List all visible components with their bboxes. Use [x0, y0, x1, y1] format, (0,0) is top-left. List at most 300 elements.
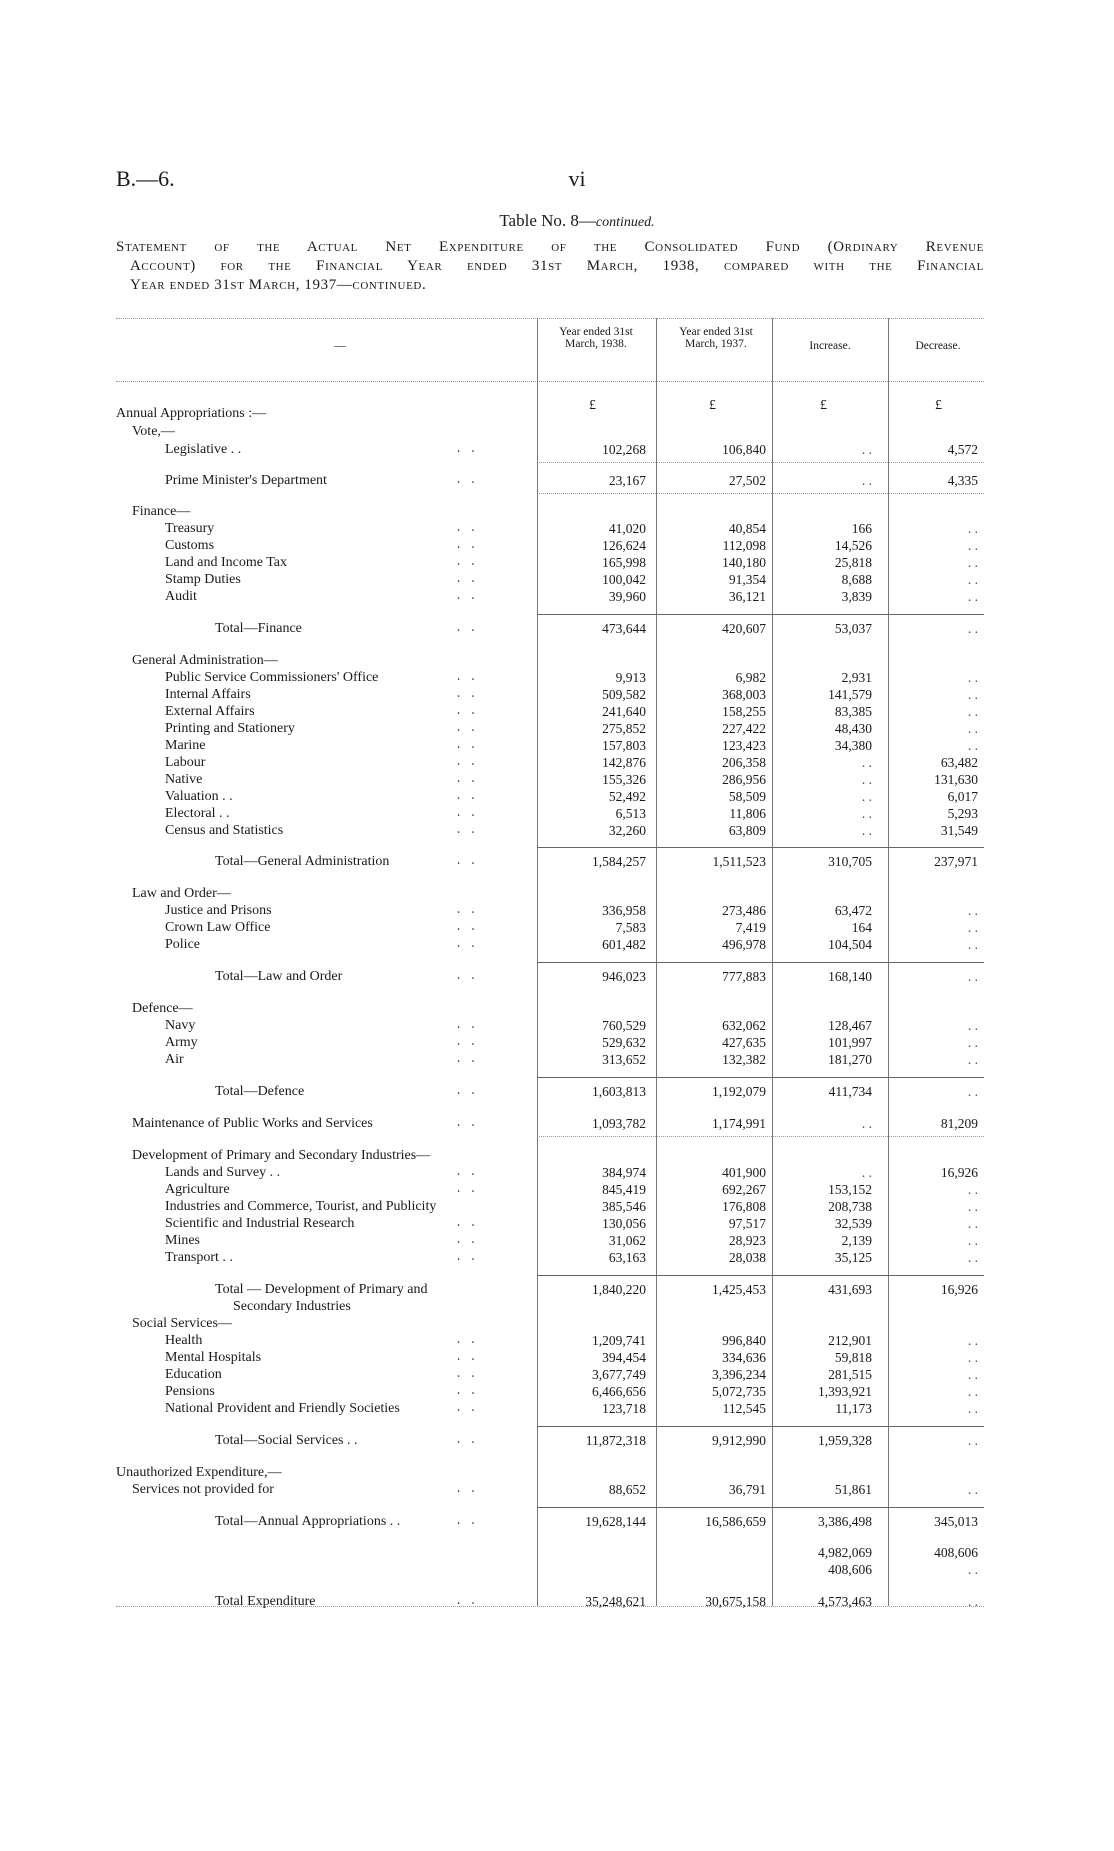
value-decrease: . .: [967, 1216, 978, 1231]
page-reference: B.—6.: [116, 166, 175, 191]
row-label: Printing and Stationery: [165, 721, 295, 736]
value-1938: 9,913: [615, 670, 646, 685]
value-decrease: . .: [967, 1035, 978, 1050]
value-decrease: . .: [967, 1350, 978, 1365]
value-1938: 157,803: [602, 738, 646, 753]
value-1937: 36,121: [728, 589, 766, 604]
value-increase: 141,579: [828, 687, 872, 702]
value-increase: 8,688: [841, 572, 872, 587]
value-1937: 30,675,158: [705, 1594, 766, 1609]
value-1937: 16,586,659: [705, 1514, 766, 1529]
row-label: Police: [165, 937, 200, 952]
leader-dots: . .: [455, 854, 477, 868]
value-1937: 36,791: [728, 1482, 766, 1497]
value-1937: 632,062: [722, 1018, 766, 1033]
value-1937: 40,854: [728, 521, 766, 536]
table-row: [0, 919, 1114, 936]
value-1937: 3,396,234: [712, 1367, 766, 1382]
table-row: [0, 1281, 1114, 1298]
value-increase: 208,738: [828, 1199, 872, 1214]
value-1938: 3,677,749: [592, 1367, 646, 1382]
value-decrease: . .: [967, 1250, 978, 1265]
row-label: Army: [165, 1035, 198, 1050]
value-1938: 946,023: [602, 969, 646, 984]
row-label: Lands and Survey . .: [165, 1165, 281, 1180]
value-increase: 3,839: [841, 589, 872, 604]
table-row: [0, 771, 1114, 788]
value-increase: 310,705: [828, 854, 872, 869]
table-row: [0, 520, 1114, 537]
table-row: [0, 737, 1114, 754]
value-increase: 59,818: [834, 1350, 872, 1365]
value-increase: . .: [861, 755, 872, 770]
row-label: Mines: [165, 1233, 200, 1248]
row-label: Electoral . .: [165, 806, 230, 821]
value-decrease: . .: [967, 1018, 978, 1033]
value-decrease: 16,926: [940, 1165, 978, 1180]
row-label: General Administration—: [132, 653, 278, 668]
value-1937: 97,517: [728, 1216, 766, 1231]
value-decrease: . .: [967, 1433, 978, 1448]
value-1937: 7,419: [735, 920, 766, 935]
value-1938: 509,582: [602, 687, 646, 702]
table-row: [0, 1481, 1114, 1498]
value-increase: 63,472: [834, 903, 872, 918]
value-1937: 227,422: [722, 721, 766, 736]
value-increase: 168,140: [828, 969, 872, 984]
row-label: Health: [165, 1333, 203, 1348]
heading-line-1: Statement of the Actual Net Expenditure of the Consolidated Fund (Ordinary Revenue: [116, 239, 984, 255]
leader-dots: . .: [455, 1018, 477, 1032]
value-1937: 11,806: [729, 806, 766, 821]
value-1937: 91,354: [728, 572, 766, 587]
table-row: [0, 1432, 1114, 1449]
row-label: Scientific and Industrial Research: [165, 1216, 355, 1231]
value-decrease: 31,549: [940, 823, 978, 838]
table-row: [0, 853, 1114, 870]
row-label: Mental Hospitals: [165, 1350, 262, 1365]
value-increase: 281,515: [828, 1367, 872, 1382]
table-row: [0, 472, 1114, 489]
value-1938: 41,020: [608, 521, 646, 536]
value-decrease: 5,293: [947, 806, 978, 821]
table-row: [0, 405, 1114, 422]
leader-dots: . .: [455, 1384, 477, 1398]
value-decrease: 345,013: [934, 1514, 978, 1529]
row-label: Valuation . .: [165, 789, 233, 804]
leader-dots: . .: [455, 442, 477, 456]
value-decrease: . .: [967, 1594, 978, 1609]
row-label: Total—Law and Order: [215, 969, 343, 984]
value-1937: 106,840: [722, 442, 766, 457]
table-row: [0, 788, 1114, 805]
value-1937: 427,635: [722, 1035, 766, 1050]
value-1938: 35,248,621: [585, 1594, 646, 1609]
leader-dots: . .: [455, 1482, 477, 1496]
leader-dots: . .: [455, 789, 477, 803]
table-row: [0, 968, 1114, 985]
leader-dots: . .: [455, 1594, 477, 1608]
row-label: Public Service Commissioners' Office: [165, 670, 379, 685]
value-1937: 334,636: [722, 1350, 766, 1365]
value-decrease: . .: [967, 1233, 978, 1248]
value-decrease: 4,335: [947, 473, 978, 488]
value-1938: 19,628,144: [585, 1514, 646, 1529]
value-decrease: . .: [967, 1401, 978, 1416]
value-increase: . .: [861, 1116, 872, 1131]
value-increase: . .: [861, 772, 872, 787]
value-1938: 11,872,318: [585, 1433, 646, 1448]
value-increase: . .: [861, 806, 872, 821]
leader-dots: . .: [455, 1433, 477, 1447]
value-decrease: . .: [967, 937, 978, 952]
table-row: [0, 1051, 1114, 1068]
row-label: Secondary Industries: [233, 1299, 351, 1314]
row-label: Prime Minister's Department: [165, 473, 327, 488]
value-increase: 34,380: [834, 738, 872, 753]
value-decrease: . .: [967, 1199, 978, 1214]
value-increase: 25,818: [834, 555, 872, 570]
table-row: [0, 571, 1114, 588]
value-decrease: . .: [967, 589, 978, 604]
value-1938: 473,644: [602, 621, 646, 636]
column-header-decrease: Decrease.: [915, 340, 961, 352]
value-1937: 112,545: [722, 1401, 766, 1416]
row-label: Customs: [165, 538, 215, 553]
value-increase: 164: [851, 920, 872, 935]
value-1937: 5,072,735: [712, 1384, 766, 1399]
value-increase: 212,901: [828, 1333, 872, 1348]
leader-dots: . .: [455, 687, 477, 701]
value-1938: 601,482: [602, 937, 646, 952]
row-label: Census and Statistics: [165, 823, 284, 838]
value-1938: 760,529: [602, 1018, 646, 1033]
value-increase: 104,504: [828, 937, 872, 952]
value-increase: 11,173: [835, 1401, 872, 1416]
value-1938: 31,062: [608, 1233, 646, 1248]
value-decrease: . .: [967, 1052, 978, 1067]
value-1938: 394,454: [602, 1350, 646, 1365]
value-decrease: 16,926: [940, 1282, 978, 1297]
heading-line-3: Year ended 31st March, 1937—continued.: [130, 277, 427, 293]
value-1937: 368,003: [722, 687, 766, 702]
row-label: Air: [165, 1052, 184, 1067]
row-label: Development of Primary and Secondary Industries—: [132, 1148, 431, 1163]
heading-line-2: Account) for the Financial Year ended 31st March, 1938, compared with the Financial: [130, 258, 984, 274]
leader-dots: . .: [455, 589, 477, 603]
currency-symbol: £: [589, 398, 596, 413]
value-increase: 48,430: [834, 721, 872, 736]
value-decrease: . .: [967, 621, 978, 636]
row-label: Total—Defence: [215, 1084, 305, 1099]
row-label: Defence—: [132, 1001, 193, 1016]
row-label: Navy: [165, 1018, 196, 1033]
value-1937: 401,900: [722, 1165, 766, 1180]
value-increase: 1,393,921: [818, 1384, 872, 1399]
value-1937: 286,956: [722, 772, 766, 787]
row-label: Services not provided for: [132, 1482, 274, 1497]
value-decrease: . .: [967, 903, 978, 918]
row-label: Land and Income Tax: [165, 555, 287, 570]
table-row: [0, 703, 1114, 720]
value-1938: 1,603,813: [592, 1084, 646, 1099]
value-1938: 313,652: [602, 1052, 646, 1067]
value-increase: 32,539: [834, 1216, 872, 1231]
leader-dots: . .: [455, 969, 477, 983]
value-1938: 63,163: [608, 1250, 646, 1265]
value-increase: . .: [861, 442, 872, 457]
value-1937: 27,502: [728, 473, 766, 488]
value-increase: 166: [851, 521, 872, 536]
leader-dots: . .: [455, 555, 477, 569]
table-row: [0, 936, 1114, 953]
value-1938: 142,876: [602, 755, 646, 770]
value-increase: 431,693: [828, 1282, 872, 1297]
value-increase: 4,982,069: [818, 1545, 872, 1560]
row-label: Total — Development of Primary and: [215, 1282, 428, 1297]
table-title-suffix: continued.: [595, 215, 655, 230]
value-1937: 63,809: [728, 823, 766, 838]
value-decrease: 131,630: [934, 772, 978, 787]
row-label: Law and Order—: [132, 886, 231, 901]
value-decrease: . .: [967, 738, 978, 753]
total-rule: [537, 962, 984, 963]
leader-dots: . .: [455, 572, 477, 586]
value-1938: 1,840,220: [592, 1282, 646, 1297]
value-1938: 165,998: [602, 555, 646, 570]
value-1937: 112,098: [722, 538, 766, 553]
value-1938: 529,632: [602, 1035, 646, 1050]
value-1937: 206,358: [722, 755, 766, 770]
value-increase: 101,997: [828, 1035, 872, 1050]
column-header-1938: Year ended 31st March, 1938.: [559, 326, 633, 350]
table-row: [0, 1464, 1114, 1481]
table-row: [0, 1215, 1114, 1232]
row-label: Industries and Commerce, Tourist, and Publicity: [165, 1199, 437, 1214]
statement-heading: [116, 238, 984, 295]
row-label: Agriculture: [165, 1182, 230, 1197]
value-1938: 123,718: [602, 1401, 646, 1416]
value-decrease: . .: [967, 1482, 978, 1497]
table-row: [0, 1249, 1114, 1266]
row-label: Annual Appropriations :—: [116, 406, 267, 421]
table-row: [0, 1349, 1114, 1366]
value-decrease: . .: [967, 1367, 978, 1382]
value-decrease: 4,572: [947, 442, 978, 457]
value-decrease: 63,482: [940, 755, 978, 770]
value-1938: 241,640: [602, 704, 646, 719]
leader-dots: . .: [455, 903, 477, 917]
value-1938: 275,852: [602, 721, 646, 736]
row-label: Transport . .: [165, 1250, 233, 1265]
value-increase: 4,573,463: [818, 1594, 872, 1609]
table-row: [0, 686, 1114, 703]
table-row: [0, 1181, 1114, 1198]
page-number: vi: [568, 166, 586, 191]
total-rule: [537, 1275, 984, 1276]
value-1937: 1,174,991: [712, 1116, 766, 1131]
row-label: Maintenance of Public Works and Services: [132, 1116, 373, 1131]
table-row: [0, 805, 1114, 822]
table-title-text: Table No. 8—: [499, 211, 596, 230]
leader-dots: . .: [455, 1233, 477, 1247]
table-row: [0, 1164, 1114, 1181]
header-top-rule: [116, 318, 984, 319]
table-row: [0, 720, 1114, 737]
value-1937: 1,425,453: [712, 1282, 766, 1297]
value-1937: 496,978: [722, 937, 766, 952]
value-decrease: . .: [967, 1333, 978, 1348]
value-1937: 420,607: [722, 621, 766, 636]
value-1937: 996,840: [722, 1333, 766, 1348]
value-decrease: . .: [967, 670, 978, 685]
value-decrease: . .: [967, 1182, 978, 1197]
value-increase: 3,386,498: [818, 1514, 872, 1529]
table-row: [0, 1000, 1114, 1017]
leader-dots: . .: [455, 1350, 477, 1364]
value-decrease: 408,606: [934, 1545, 978, 1560]
value-increase: 2,139: [841, 1233, 872, 1248]
leader-dots: . .: [455, 755, 477, 769]
leader-dots: . .: [455, 721, 477, 735]
value-1938: 102,268: [602, 442, 646, 457]
row-rule: [537, 1136, 984, 1137]
leader-dots: . .: [455, 823, 477, 837]
row-label: Education: [165, 1367, 222, 1382]
value-1937: 1,192,079: [712, 1084, 766, 1099]
value-decrease: . .: [967, 1562, 978, 1577]
value-1937: 28,923: [728, 1233, 766, 1248]
leader-dots: . .: [455, 1182, 477, 1196]
table-row: [0, 1332, 1114, 1349]
row-label: Total—Annual Appropriations . .: [215, 1514, 401, 1529]
value-1938: 130,056: [602, 1216, 646, 1231]
leader-dots: . .: [455, 1084, 477, 1098]
value-1938: 6,466,656: [592, 1384, 646, 1399]
row-label: Finance—: [132, 504, 191, 519]
total-rule: [537, 1426, 984, 1427]
value-1937: 123,423: [722, 738, 766, 753]
leader-dots: . .: [455, 704, 477, 718]
leader-dots: . .: [455, 1035, 477, 1049]
value-decrease: 81,209: [940, 1116, 978, 1131]
table-row: [0, 1298, 1114, 1315]
table-row: [0, 1232, 1114, 1249]
value-1938: 1,209,741: [592, 1333, 646, 1348]
table-row: [0, 902, 1114, 919]
value-1938: 32,260: [608, 823, 646, 838]
value-decrease: . .: [967, 1084, 978, 1099]
table-row: [0, 1561, 1114, 1578]
value-decrease: . .: [967, 687, 978, 702]
leader-dots: . .: [455, 1333, 477, 1347]
leader-dots: . .: [455, 920, 477, 934]
value-1938: 39,960: [608, 589, 646, 604]
value-1938: 7,583: [615, 920, 646, 935]
value-decrease: 6,017: [947, 789, 978, 804]
value-increase: 14,526: [834, 538, 872, 553]
table-row: [0, 537, 1114, 554]
row-label: Audit: [165, 589, 197, 604]
row-label: Vote,—: [132, 424, 175, 439]
row-rule: [537, 493, 984, 494]
leader-dots: . .: [455, 538, 477, 552]
table-row: [0, 423, 1114, 440]
row-label: Marine: [165, 738, 206, 753]
value-1937: 158,255: [722, 704, 766, 719]
leader-dots: . .: [455, 670, 477, 684]
leader-dots: . .: [455, 1367, 477, 1381]
value-1938: 100,042: [602, 572, 646, 587]
value-increase: 53,037: [834, 621, 872, 636]
table-row: [0, 1198, 1114, 1215]
table-row: [0, 1513, 1114, 1530]
row-label: Native: [165, 772, 203, 787]
total-rule: [537, 614, 984, 615]
total-rule: [537, 1077, 984, 1078]
value-increase: . .: [861, 789, 872, 804]
leader-dots: . .: [455, 621, 477, 635]
value-decrease: . .: [967, 555, 978, 570]
row-label: Unauthorized Expenditure,—: [116, 1465, 282, 1480]
table-row: [0, 1083, 1114, 1100]
leader-dots: . .: [455, 937, 477, 951]
row-label: National Provident and Friendly Societies: [165, 1401, 400, 1416]
column-header-1937: Year ended 31st March, 1937.: [679, 326, 753, 350]
value-1937: 1,511,523: [712, 854, 766, 869]
currency-symbol: £: [709, 398, 716, 413]
leader-dots: . .: [455, 521, 477, 535]
value-increase: 1,959,328: [818, 1433, 872, 1448]
value-decrease: . .: [967, 704, 978, 719]
value-1937: 692,267: [722, 1182, 766, 1197]
currency-symbol: £: [820, 398, 827, 413]
table-row: [0, 1400, 1114, 1417]
leader-dots: . .: [455, 1514, 477, 1528]
value-1937: 176,808: [722, 1199, 766, 1214]
value-increase: 2,931: [841, 670, 872, 685]
table-row: [0, 554, 1114, 571]
row-label: Treasury: [165, 521, 215, 536]
row-label: Justice and Prisons: [165, 903, 272, 918]
table-row: [0, 885, 1114, 902]
table-row: [0, 1593, 1114, 1610]
value-increase: 153,152: [828, 1182, 872, 1197]
table-row: [0, 620, 1114, 637]
value-1937: 58,509: [728, 789, 766, 804]
leader-dots: . .: [455, 1052, 477, 1066]
row-label: Total—Social Services . .: [215, 1433, 358, 1448]
leader-dots: . .: [455, 772, 477, 786]
table-row: [0, 1544, 1114, 1561]
value-1938: 23,167: [608, 473, 646, 488]
value-1938: 155,326: [602, 772, 646, 787]
row-label: Total—Finance: [215, 621, 302, 636]
value-increase: . .: [861, 1165, 872, 1180]
value-1937: 140,180: [722, 555, 766, 570]
value-increase: 35,125: [834, 1250, 872, 1265]
value-1938: 845,419: [602, 1182, 646, 1197]
table-row: [0, 503, 1114, 520]
total-rule: [537, 847, 984, 848]
column-header-increase: Increase.: [809, 340, 851, 352]
leader-dots: . .: [455, 1216, 477, 1230]
value-decrease: . .: [967, 920, 978, 935]
value-decrease: . .: [967, 721, 978, 736]
row-label: External Affairs: [165, 704, 255, 719]
table-row: [0, 1315, 1114, 1332]
leader-dots: . .: [455, 806, 477, 820]
